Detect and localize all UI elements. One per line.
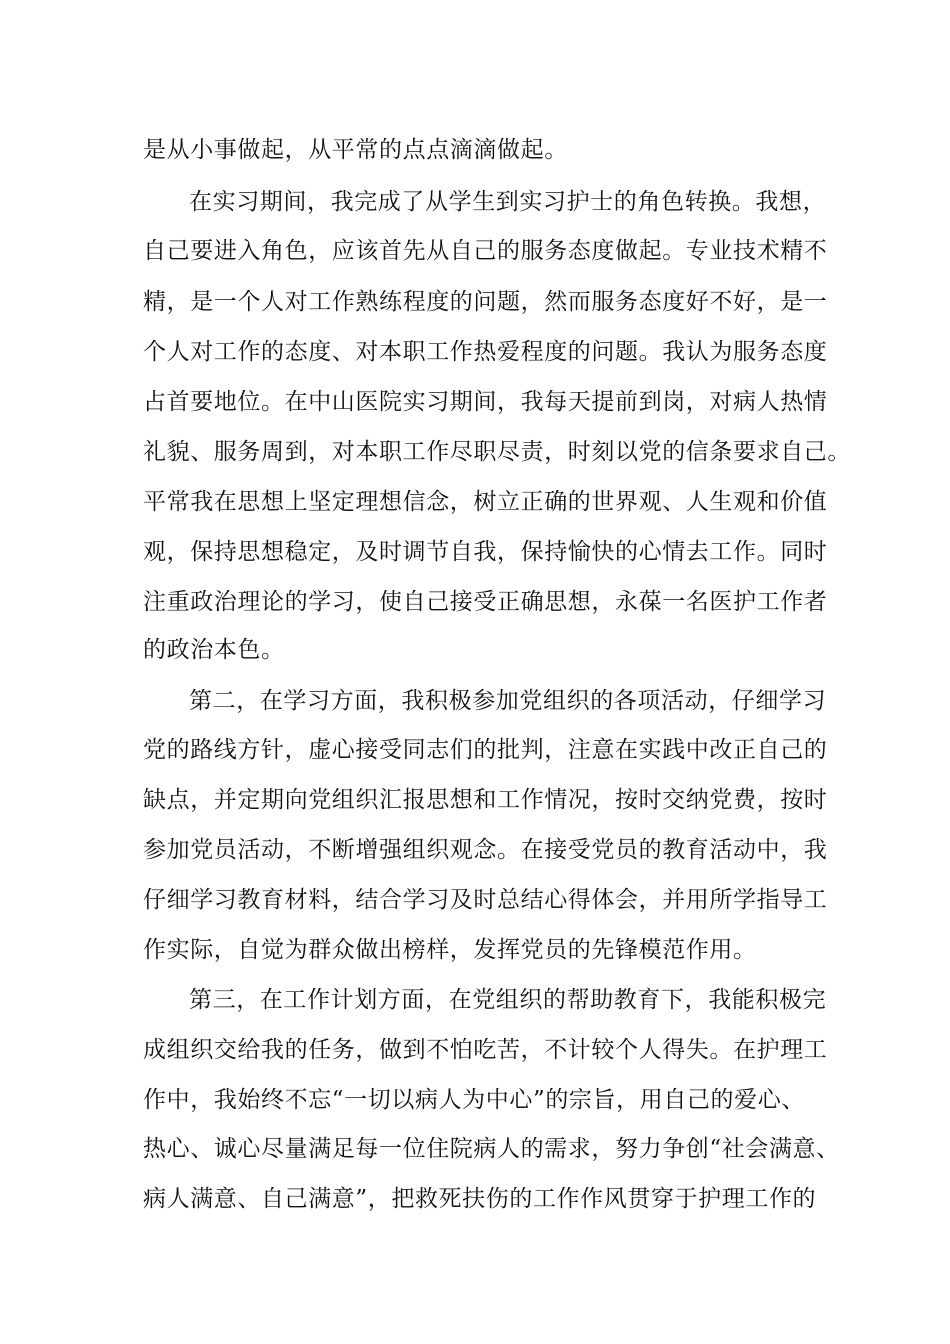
text-line-12: 第二，在学习方面，我积极参加党组织的各项活动，仔细学习 [189, 688, 827, 714]
text-line-4: 精，是一个人对工作熟练程度的问题，然而服务态度好不好，是一 [143, 289, 828, 315]
text-line-16: 仔细学习教育材料，结合学习及时总结心得体会，并用所学指导工 [143, 887, 828, 913]
text-line-15: 参加党员活动，不断增强组织观念。在接受党员的教育活动中，我 [143, 837, 828, 863]
text-line-10: 注重政治理论的学习，使自己接受正确思想，永葆一名医护工作者 [143, 589, 828, 615]
text-line-2: 在实习期间，我完成了从学生到实习护士的角色转换。我想， [189, 189, 827, 215]
text-line-7: 礼貌、服务周到，对本职工作尽职尽责，时刻以党的信条要求自己。 [143, 439, 851, 465]
text-line-21: 热心、诚心尽量满足每一位住院病人的需求，努力争创“社会满意、 [143, 1136, 840, 1162]
text-line-13: 党的路线方针，虚心接受同志们的批判，注意在实践中改正自己的 [143, 737, 828, 763]
text-line-5: 个人对工作的态度、对本职工作热爱程度的问题。我认为服务态度 [143, 339, 828, 365]
text-line-8: 平常我在思想上坚定理想信念，树立正确的世界观、人生观和价值 [143, 489, 828, 515]
text-line-18: 第三，在工作计划方面，在党组织的帮助教育下，我能积极完 [189, 987, 827, 1013]
text-line-19: 成组织交给我的任务，做到不怕吃苦，不计较个人得失。在护理工 [143, 1037, 828, 1063]
text-line-6: 占首要地位。在中山医院实习期间，我每天提前到岗，对病人热情 [143, 389, 828, 415]
text-line-20: 作中，我始终不忘“一切以病人为中心”的宗旨，用自己的爱心、 [143, 1087, 805, 1113]
text-line-17: 作实际，自觉为群众做出榜样，发挥党员的先锋模范作用。 [143, 937, 757, 963]
text-line-14: 缺点，并定期向党组织汇报思想和工作情况，按时交纳党费，按时 [143, 787, 828, 813]
text-line-11: 的政治本色。 [143, 637, 285, 663]
text-line-22: 病人满意、自己满意”，把救死扶伤的工作作风贯穿于护理工作的 [143, 1186, 817, 1212]
text-line-3: 自己要进入角色，应该首先从自己的服务态度做起。专业技术精不 [143, 238, 828, 264]
text-line-9: 观，保持思想稳定，及时调节自我，保持愉快的心情去工作。同时 [143, 539, 828, 565]
text-line-1: 是从小事做起，从平常的点点滴滴做起。 [143, 137, 568, 163]
